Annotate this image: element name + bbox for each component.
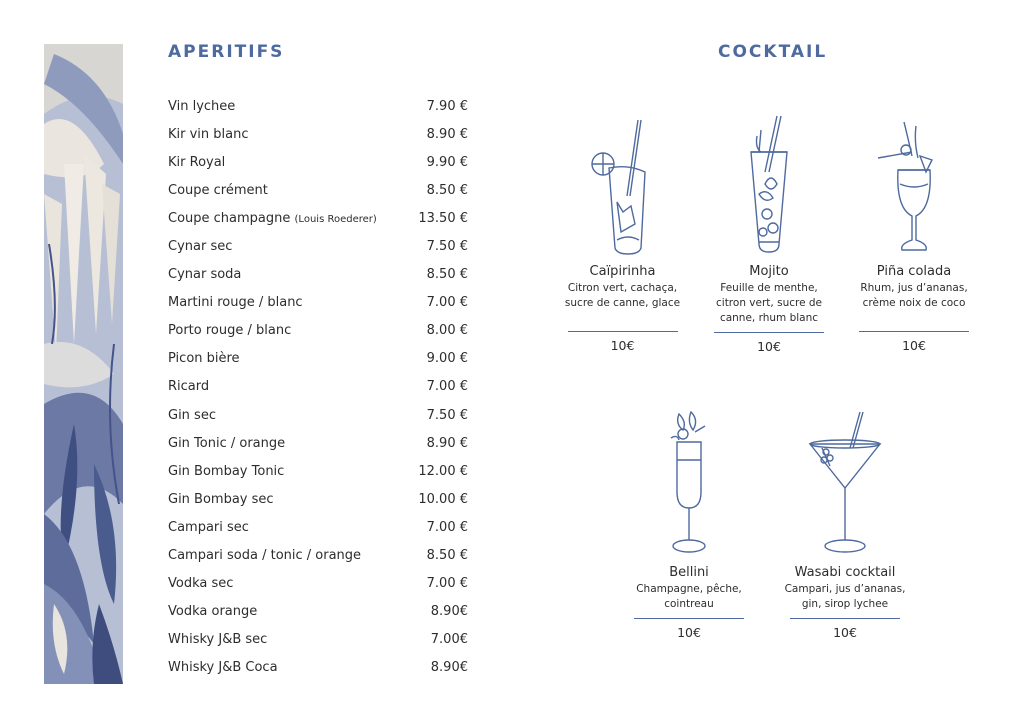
cocktail-heading: COCKTAIL [718,42,828,62]
cocktail-price: 10€ [833,625,857,640]
aperitif-price: 7.00 € [426,519,468,535]
aperitif-row [168,457,468,485]
aperitif-price: 12.00 € [418,463,468,479]
aperitif-name-cell [168,604,257,619]
cocktail-name: Wasabi cocktail [794,565,896,580]
aperitif-row [168,345,468,373]
aperitif-row [168,120,468,148]
cocktail-price: 10€ [902,338,926,353]
aperitif-name: Coupe crément [168,182,268,198]
aperitif-row [168,513,468,541]
aperitif-price: 8.00 € [426,323,468,339]
aperitif-row [168,401,468,429]
divider [714,332,824,333]
aperitif-name: Whisky J&B Coca [168,660,278,676]
aperitif-row [168,148,468,176]
aperitif-row [168,598,468,626]
aperitif-name-cell [168,632,267,647]
cocktail-name: Mojito [749,264,789,279]
cocktail-card-mojito [708,112,830,354]
aperitif-name-cell [168,127,249,142]
aperitif-name-cell [168,183,268,198]
cocktail-price: 10€ [677,625,701,640]
divider [634,618,744,619]
aperitif-name: Ricard [168,379,210,395]
aperitif-name-cell [168,267,241,282]
aperitif-price: 7.00 € [426,295,468,311]
aperitif-price: 7.90 € [426,98,468,114]
aperitif-name: Coupe champagne [168,210,291,226]
aperitif-row [168,289,468,317]
aperitif-name-cell [168,576,233,591]
aperitif-name-cell [168,436,285,451]
aperitif-row [168,485,468,513]
aperitif-name-cell [168,323,291,338]
cocktail-card-pina-colada [853,112,975,353]
aperitif-name-cell [168,492,274,507]
pina-colada-glass-icon [874,112,954,262]
aperitif-price: 13.50 € [418,210,468,226]
cocktail-description: Citron vert, cachaça, sucre de canne, glace [564,282,681,309]
aperitif-name: Gin Bombay Tonic [168,463,285,479]
divider [568,331,678,332]
aperitif-name-cell [168,155,225,170]
aperitif-name: Vin lychee [168,98,236,114]
aperitif-row [168,373,468,401]
aperitif-name: Campari sec [168,519,249,535]
cocktail-description: Rhum, jus d’ananas, crème noix de coco [860,282,968,309]
aperitif-price: 8.90 € [426,126,468,142]
aperitif-row [168,429,468,457]
aperitif-price: 7.50 € [426,407,468,423]
aperitif-row [168,542,468,570]
cocktail-price: 10€ [610,338,635,353]
aperitif-row [168,204,468,232]
aperitif-row [168,232,468,260]
aperitif-name-cell [168,379,209,394]
aperitif-name: Whisky J&B sec [168,632,268,648]
aperitif-price: 8.50 € [426,267,468,283]
aperitifs-list [168,92,468,682]
leaf-pattern-image [44,44,123,684]
cocktail-card-bellini [628,408,750,640]
cocktail-name: Caïpirinha [589,264,656,279]
martini-glass-icon [800,408,890,563]
aperitif-name: Gin Tonic / orange [168,435,286,451]
aperitif-name: Gin Bombay sec [168,491,274,507]
aperitif-price: 8.90€ [430,660,468,676]
aperitif-price: 7.00 € [426,379,468,395]
aperitif-name-cell [168,464,284,479]
aperitif-price: 9.90 € [426,154,468,170]
aperitif-name-cell [168,548,361,563]
divider [790,618,900,619]
aperitif-note: (Louis Roederer) [294,213,377,225]
aperitif-price: 7.00 € [426,576,468,592]
aperitif-name: Cynar sec [168,239,233,255]
aperitif-price: 7.50 € [426,239,468,255]
aperitif-name: Porto rouge / blanc [168,323,292,339]
aperitif-price: 8.90€ [430,604,468,620]
cocktail-card-wasabi [775,408,915,640]
caipirinha-glass-icon [583,112,663,262]
aperitif-name-cell [168,351,240,366]
aperitif-name-cell [168,295,303,310]
aperitif-row [168,92,468,120]
aperitif-price: 8.50 € [426,182,468,198]
divider [859,331,969,332]
decorative-leaf-strip [44,44,123,684]
aperitif-row [168,626,468,654]
aperitif-name: Kir Royal [168,154,226,170]
aperitif-name: Martini rouge / blanc [168,295,303,311]
aperitif-row [168,654,468,682]
aperitif-row [168,261,468,289]
aperitif-price: 8.90 € [426,435,468,451]
aperitif-name: Gin sec [168,407,216,423]
aperitif-name: Picon bière [168,351,240,367]
aperitif-row [168,570,468,598]
aperitif-name-cell [168,211,377,226]
mojito-glass-icon [729,112,809,262]
cocktail-description: Campari, jus d’ananas, gin, sirop lychee [784,583,906,610]
cocktail-card-caipirinha [560,112,685,353]
aperitif-name-cell [168,520,249,535]
aperitif-price: 9.00 € [426,351,468,367]
aperitif-name: Cynar soda [168,267,242,283]
cocktail-name: Bellini [669,565,709,580]
aperitif-name: Vodka sec [168,576,234,592]
aperitifs-heading: APERITIFS [168,42,285,62]
aperitif-row [168,317,468,345]
aperitif-name-cell [168,99,235,114]
aperitif-name: Kir vin blanc [168,126,249,142]
aperitif-price: 8.50 € [426,548,468,564]
aperitif-name: Vodka orange [168,604,258,620]
aperitif-price: 7.00€ [430,632,468,648]
aperitif-name-cell [168,408,216,423]
bellini-glass-icon [649,408,729,563]
cocktail-price: 10€ [757,339,781,354]
aperitif-price: 10.00 € [418,491,468,507]
cocktail-description: Champagne, pêche, cointreau [636,583,742,610]
cocktail-name: Piña colada [876,264,952,279]
aperitif-name-cell [168,239,232,254]
cocktail-description: Feuille de menthe, citron vert, sucre de canne, rhum blanc [716,282,822,324]
aperitif-name-cell [168,660,278,675]
aperitif-row [168,176,468,204]
aperitif-name: Campari soda / tonic / orange [168,548,362,564]
